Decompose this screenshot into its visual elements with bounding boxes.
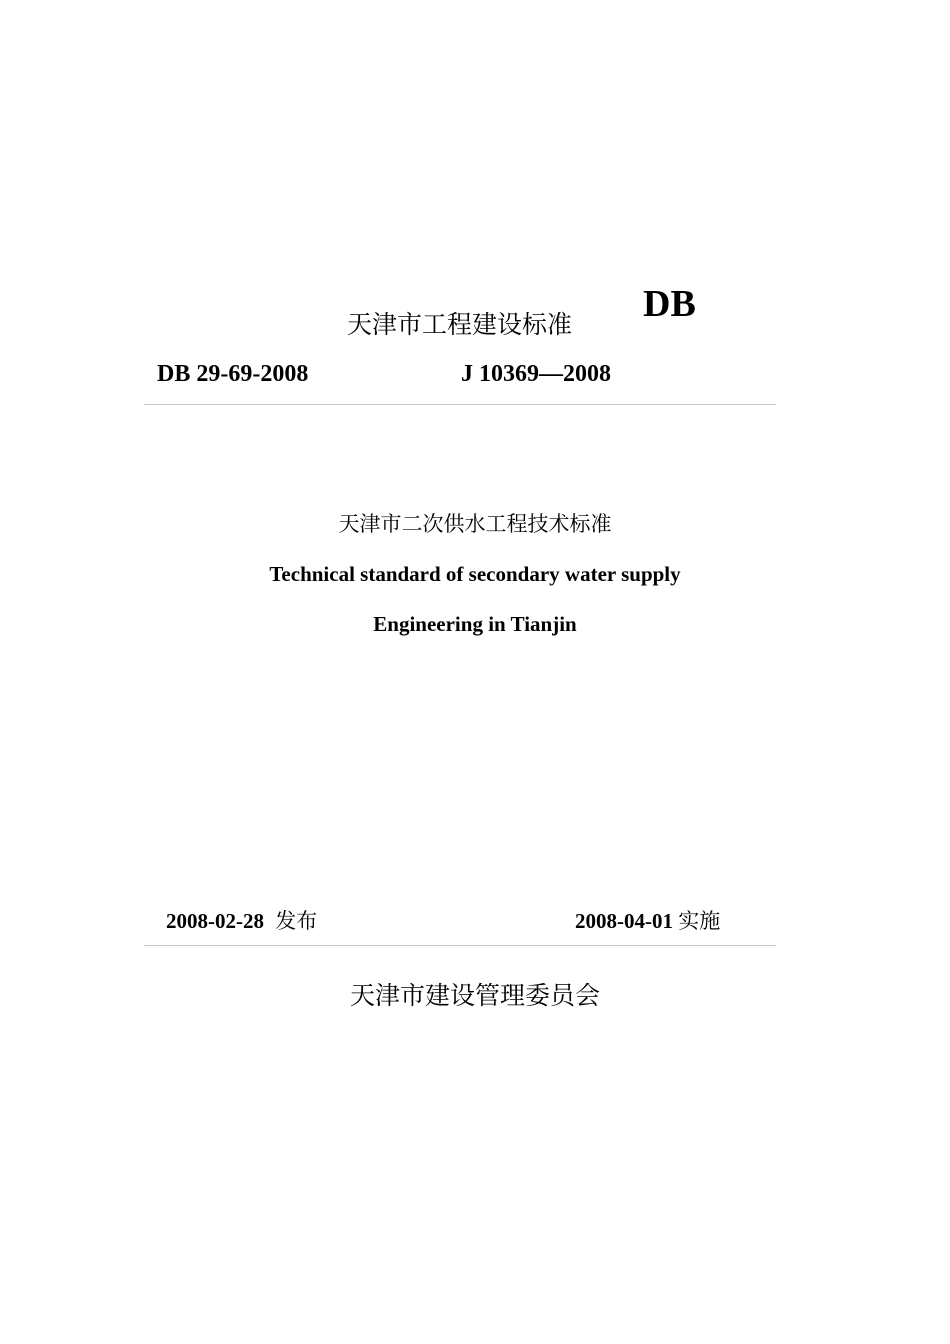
effective-date-line [575,907,720,935]
standard-number: DB 29-69-2008 [157,361,309,387]
title-en-line-2: Engineering in Tianjin [373,612,577,636]
issue-date: 2008-02-28 [166,909,264,933]
title-en-line-1: Technical standard of secondary water supply [269,562,681,586]
footer-divider [144,945,776,946]
registration-number: J 10369—2008 [461,361,611,387]
issue-date-line [166,907,317,935]
issuing-authority: 天津市建设管理委员会 [349,983,600,1010]
db-mark: DB [643,283,696,325]
issue-label: 发布 [275,909,318,933]
effective-date: 2008-04-01 [575,909,673,933]
effective-label: 实施 [678,909,721,933]
title-zh: 天津市二次供水工程技术标准 [338,512,612,536]
header-divider [144,404,776,405]
issuer-header: 天津市工程建设标准 [347,312,573,339]
